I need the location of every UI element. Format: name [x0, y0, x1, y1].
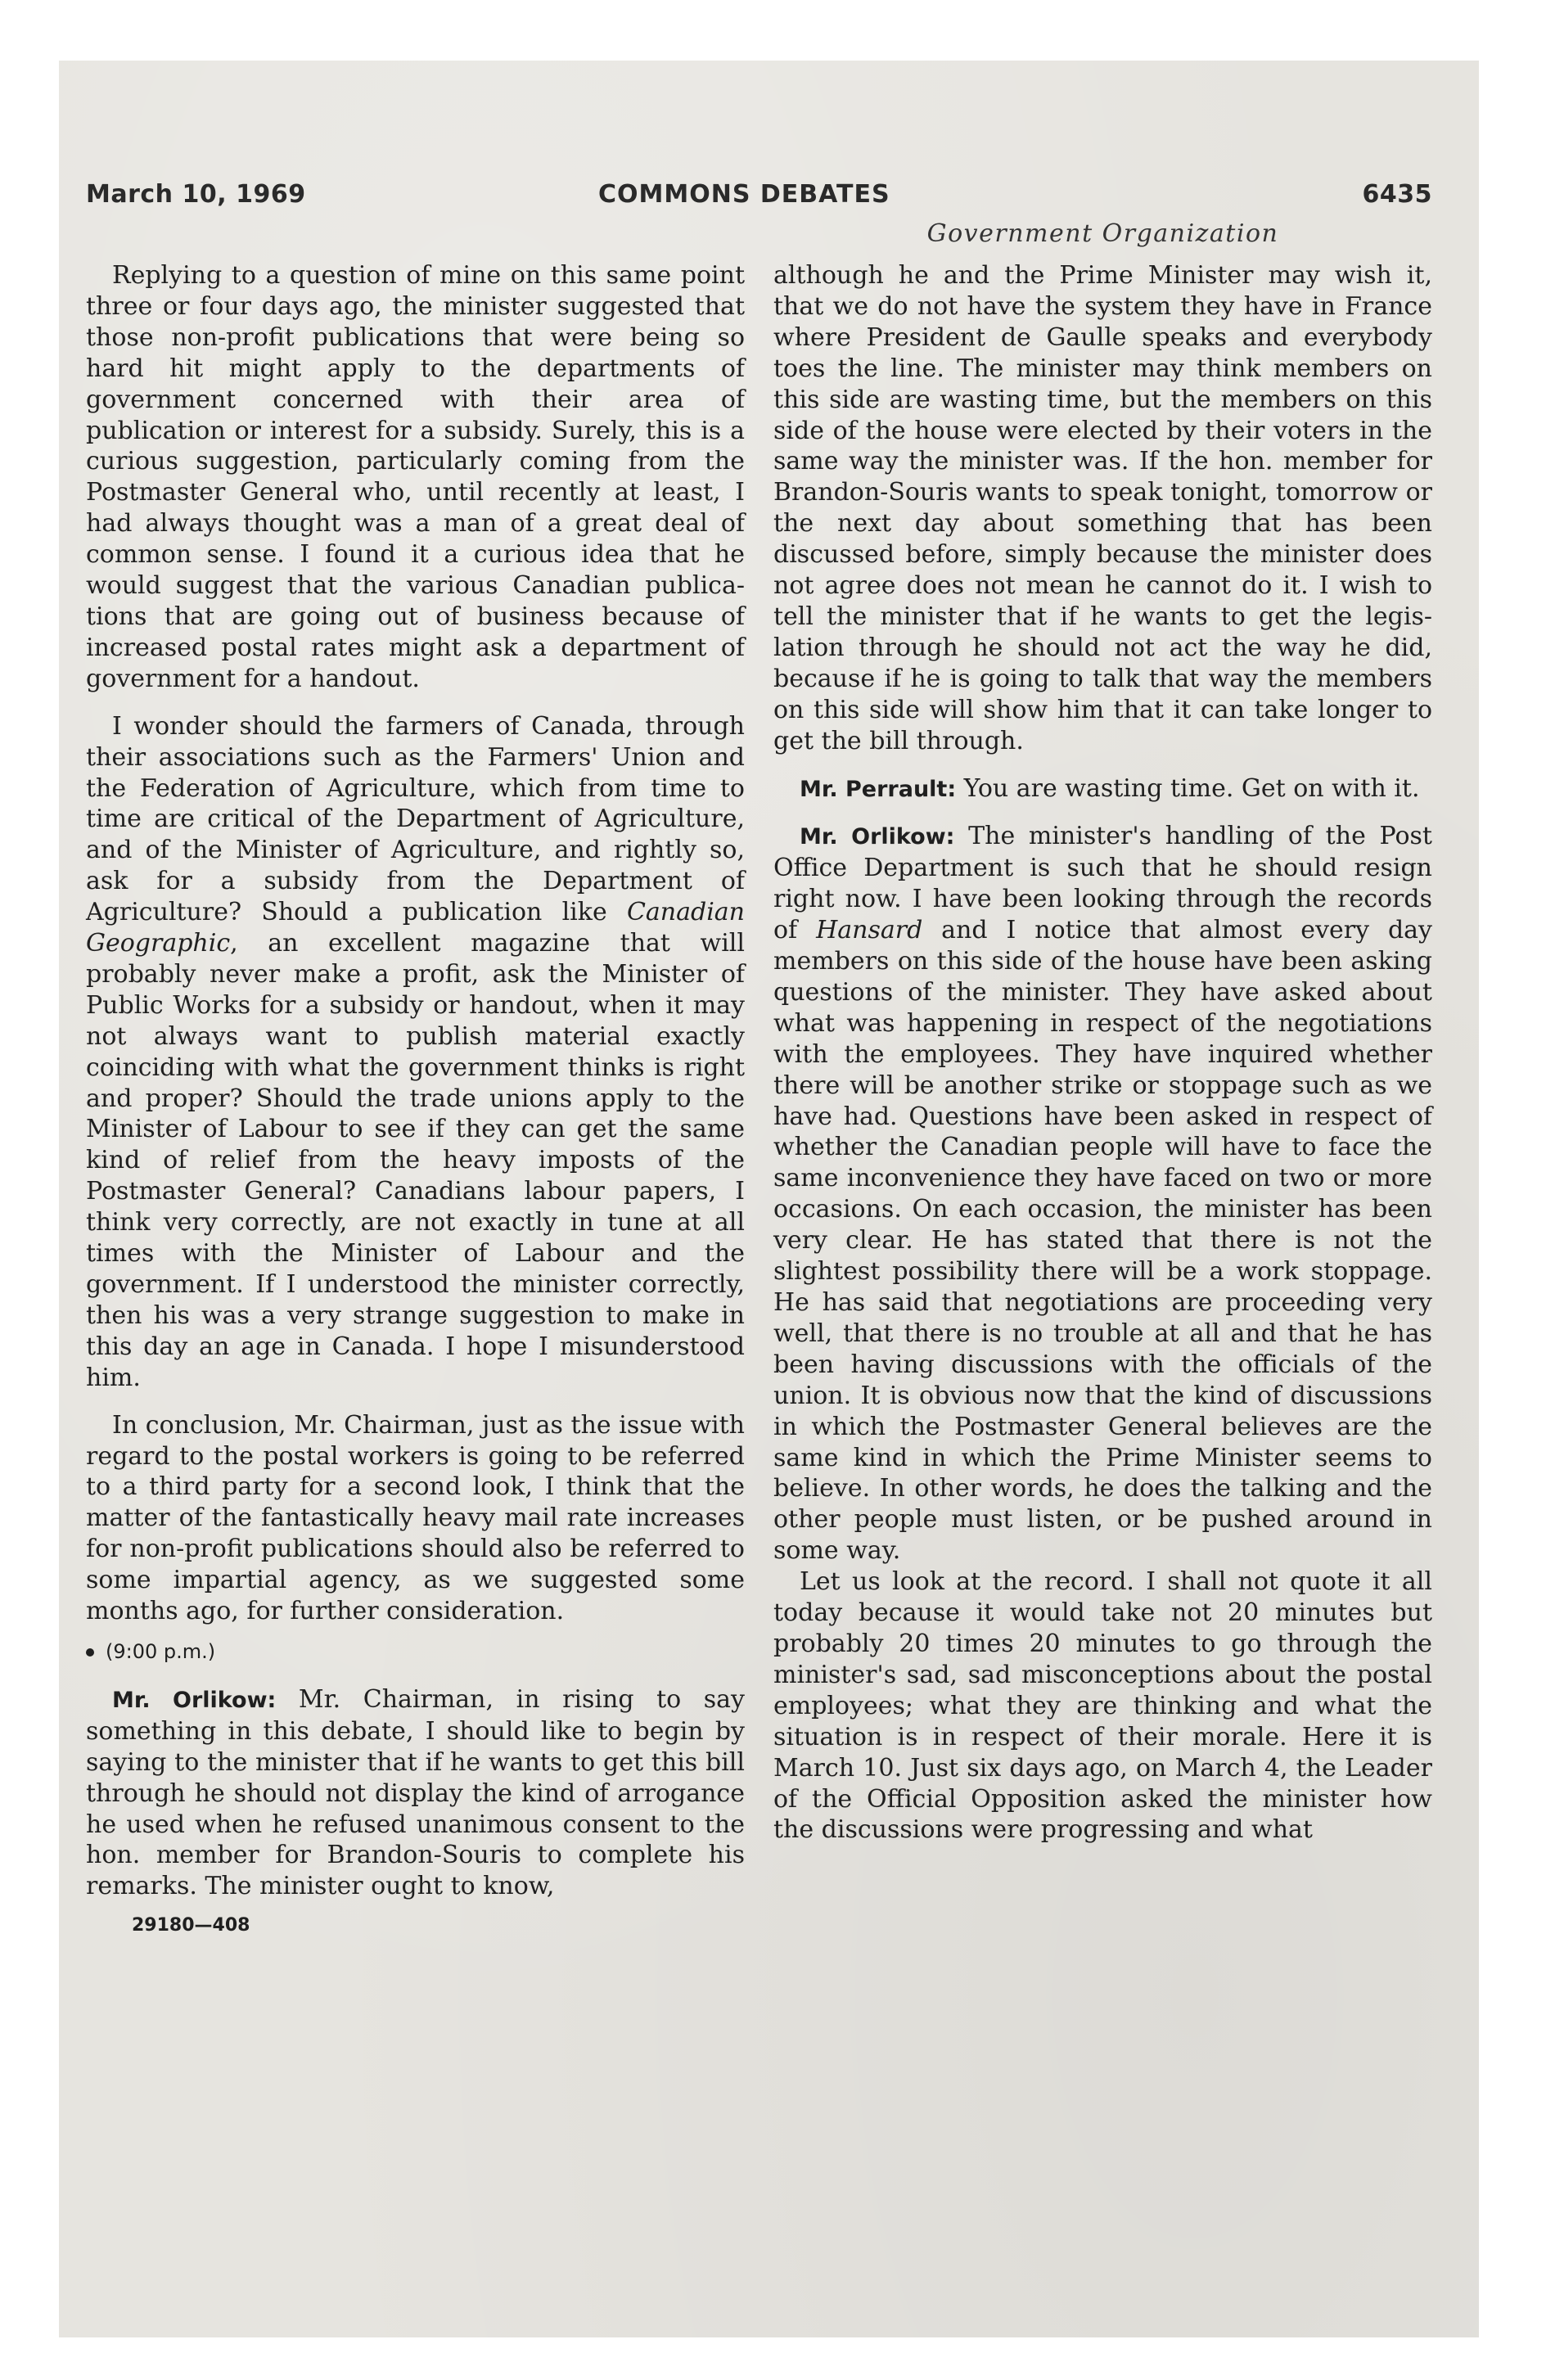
printer-code: 29180—408 [132, 1915, 250, 1936]
publication-title: Canadian Geographic [86, 898, 745, 958]
speaker-name: Mr. Perrault: [800, 776, 957, 802]
paragraph: Replying to a question of mine on this same point three or four days ago, the minister suggested that those non-profit publications that were being so hard hit might apply to the departments of government concerned with their area of publication or interest for a subsidy. Surely, this is a curious suggestion, particularly coming from the Postmaster General who, until recently at least, I had always thought was a man of a great deal of common sense. I found it a curious idea that he would suggest that the various Canadian publications that are going out of business because of increased postal rates might ask a department of government for a handout. [86, 261, 745, 693]
left-column [86, 260, 745, 1941]
section-heading: Government Organization [926, 219, 1279, 248]
paragraph-text: , an excellent magazine that will probably never make a profit, ask the Minister of Public Works for a subsidy or handout, when it may not always want to publish material exactly coinciding with what the government thinks is right and proper? Should the trade unions apply to the Minister of Labour to see if they can get the same kind of relief from the heavy imposts of the Postmaster General? Canadians labour papers, I think very correctly, are not exactly in tune at all times with the Minister of Labour and the government. If I understood the minister correctly, then his was a very strange suggestion to make in this day an age in Canada. I hope I misunderstood him. [86, 929, 745, 1392]
speech-paragraph [86, 1684, 745, 1902]
paragraph-text: I wonder should the farmers of Canada, through their associations such as the Farmers' Union and the Federation of Agriculture, which from time to time are critical of the Department of Agriculture, and of the Minister of Agriculture, and rightly so, ask for a subsidy from the Department of Agriculture? Should a publication like [86, 711, 745, 927]
paragraph: Let us look at the record. I shall not quote it all today because it would take not 20 minutes but probably 20 times 20 minutes to go through the minister's sad, sad misconceptions about the postal employees; what they are thinking and what the situation is in respect of their morale. Here it is March 10. Just six days ago, on March 4, the Leader of the Official Opposition asked the minister how the discussions were progressing and what [773, 1567, 1432, 1845]
running-head [86, 180, 1432, 223]
speech-text: Mr. Chairman, in rising to say something in this debate, I should like to begin by saying to the minister that if he wants to get this bill through he should not display the kind of arrogance he used when he refused unanimous consent to the hon. member for Brandon-Souris to complete his remarks. The minister ought to know, [86, 1684, 745, 1901]
time-marker-text: (9:00 p.m.) [106, 1639, 216, 1663]
speech-paragraph [773, 821, 1432, 1566]
speech-paragraph [773, 773, 1432, 805]
speaker-name: Mr. Orlikow: [800, 824, 955, 850]
paragraph [86, 711, 745, 1394]
right-column [773, 260, 1432, 1846]
bullet-icon [86, 1648, 94, 1657]
header-date: March 10, 1969 [86, 180, 306, 209]
speaker-name: Mr. Orlikow: [112, 1687, 277, 1713]
paragraph: although he and the Prime Minister may wish it, that we do not have the system they have in France where President de Gaulle speaks and everybody toes the line. The minister may think members on this side are wasting time, but the members on this side of the house were elected by their voters in the same way the minister was. If the hon. member for Brandon-Souris wants to speak tonight, tomorrow or the next day about something that has been discussed before, simply because the minister does not agree does not mean he cannot do it. I wish to tell the minister that if he wants to get the legislation through he should not act the way he did, because if he is going to talk that way the members on this side will show him that it can take longer to get the bill through. [773, 261, 1432, 755]
hansard-page [86, 180, 1432, 1936]
header-page-number: 6435 [1362, 180, 1432, 209]
publication-title: Hansard [816, 916, 923, 945]
header-journal-title: COMMONS DEBATES [598, 180, 890, 209]
speech-text: The minister's handling of the Post Office Department is such that he should resign right now. I have been looking through the records of [773, 822, 1432, 945]
speech-text: and I notice that almost every day members on this side of the house have been asking questions of the minister. They have asked about what was happening in respect of the negotiations with the employees. They have inquired whether there will be another strike or stoppage such as we have had. Questions have been asked in respect of whether the Canadian people will have to face the same inconvenience they have faced on two or more occasions. On each occasion, the minister has been very clear. He has stated that there is not the slightest possibility there will be a work stoppage. He has said that negotiations are proceeding very well, that there is no trouble at all and that he has been having discussions with the officials of the union. It is obvious now that the kind of discussions in which the Postmaster General believes are the same kind in which the Prime Minister seems to believe. In other words, he does the talking and the other people must listen, or be pushed around in some way. [773, 916, 1432, 1566]
speech-text: You are wasting time. Get on with it. [956, 773, 1420, 803]
time-marker [86, 1637, 745, 1668]
paragraph: In conclusion, Mr. Chairman, just as the issue with regard to the postal workers is going to be referred to a third party for a second look, I think that the matter of the fantastically heavy mail rate increases for non-profit publications should also be referred to some impartial agency, as we suggested some months ago, for further consideration. [86, 1410, 745, 1626]
